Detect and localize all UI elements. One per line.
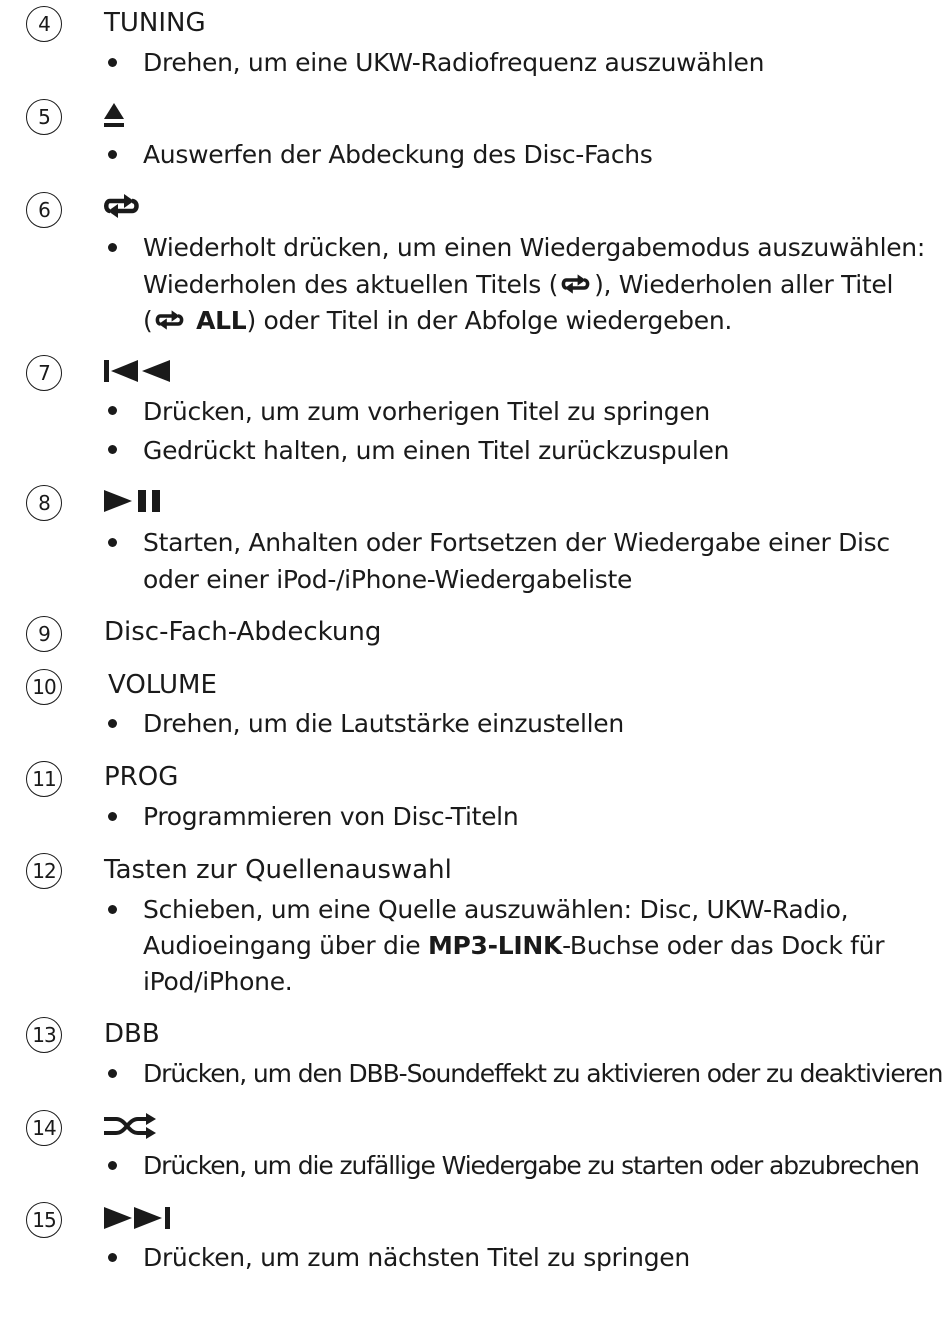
bullet-text: Wiederholt drücken, um einen Wiedergabemodus auszuwählen: bbox=[143, 233, 925, 262]
item-number: 10 bbox=[26, 669, 62, 705]
bullet-text: oder einer iPod-/iPhone-Wiedergabeliste bbox=[143, 565, 633, 594]
bullet-dot bbox=[108, 905, 117, 914]
item-title: Tasten zur Quellenauswahl bbox=[104, 855, 452, 885]
text-segment: -Buchse oder das Dock für bbox=[562, 931, 885, 960]
item-number: 7 bbox=[26, 355, 62, 391]
bullet-dot bbox=[108, 58, 117, 67]
all-label: ALL bbox=[196, 306, 247, 335]
item-number: 8 bbox=[26, 485, 62, 521]
bullet-text-line bbox=[143, 931, 884, 961]
item-number: 9 bbox=[26, 616, 62, 652]
text-segment: Audioeingang über die bbox=[143, 931, 428, 960]
item-number: 14 bbox=[26, 1110, 62, 1146]
bullet-dot bbox=[108, 150, 117, 159]
bullet-dot bbox=[108, 243, 117, 252]
bullet-text: Drehen, um eine UKW-Radiofrequenz auszuwählen bbox=[143, 48, 765, 77]
mp3-link-label: MP3-LINK bbox=[427, 931, 563, 960]
item-number: 12 bbox=[26, 853, 62, 889]
item-number: 6 bbox=[26, 192, 62, 228]
bullet-text: Schieben, um eine Quelle auszuwählen: Disc, UKW-Radio, bbox=[143, 895, 849, 924]
bullet-text: Starten, Anhalten oder Fortsetzen der Wiedergabe einer Disc bbox=[143, 528, 890, 557]
bullet-text: Drücken, um zum vorherigen Titel zu springen bbox=[143, 397, 710, 426]
bullet-dot bbox=[108, 1253, 117, 1262]
text-segment: ), Wiederholen aller Titel bbox=[594, 270, 894, 299]
bullet-text: iPod/iPhone. bbox=[143, 967, 293, 996]
bullet-dot bbox=[108, 1069, 117, 1078]
item-number: 13 bbox=[26, 1017, 62, 1053]
item-number: 4 bbox=[26, 6, 62, 42]
item-title: DBB bbox=[104, 1019, 160, 1049]
bullet-text: Gedrückt halten, um einen Titel zurückzuspulen bbox=[143, 436, 730, 465]
bullet-text: Drücken, um zum nächsten Titel zu springen bbox=[143, 1243, 690, 1272]
item-number: 11 bbox=[26, 761, 62, 797]
item-title: Disc-Fach-Abdeckung bbox=[104, 617, 382, 647]
next-icon bbox=[102, 1203, 174, 1233]
bullet-text: Drücken, um den DBB-Soundeffekt zu aktivieren oder zu deaktivieren bbox=[143, 1059, 943, 1088]
item-title: VOLUME bbox=[108, 670, 217, 700]
text-segment: Wiederholen des aktuellen Titels ( bbox=[143, 270, 559, 299]
bullet-text-line bbox=[143, 306, 732, 336]
eject-icon bbox=[102, 100, 126, 130]
bullet-text: Drehen, um die Lautstärke einzustellen bbox=[143, 709, 624, 738]
item-number: 5 bbox=[26, 99, 62, 135]
bullet-text: Programmieren von Disc-Titeln bbox=[143, 802, 519, 831]
repeat-icon bbox=[102, 191, 142, 221]
bullet-dot bbox=[108, 812, 117, 821]
bullet-text: Drücken, um die zufällige Wiedergabe zu starten oder abzubrechen bbox=[143, 1151, 919, 1180]
previous-icon bbox=[102, 356, 174, 386]
bullet-dot bbox=[108, 406, 117, 415]
play-pause-icon bbox=[102, 486, 166, 516]
text-segment: ) oder Titel in der Abfolge wiedergeben. bbox=[246, 306, 733, 335]
bullet-dot bbox=[108, 1161, 117, 1170]
text-segment: ( bbox=[143, 306, 153, 335]
bullet-dot bbox=[108, 445, 117, 454]
bullet-dot bbox=[108, 538, 117, 547]
bullet-text-line bbox=[143, 270, 893, 300]
item-title: TUNING bbox=[104, 8, 206, 38]
item-title: PROG bbox=[104, 762, 179, 792]
repeat-icon bbox=[558, 272, 594, 296]
bullet-dot bbox=[108, 719, 117, 728]
shuffle-icon bbox=[102, 1111, 158, 1141]
bullet-text: Auswerfen der Abdeckung des Disc-Fachs bbox=[143, 140, 653, 169]
repeat-icon bbox=[152, 308, 188, 332]
item-number: 15 bbox=[26, 1202, 62, 1238]
